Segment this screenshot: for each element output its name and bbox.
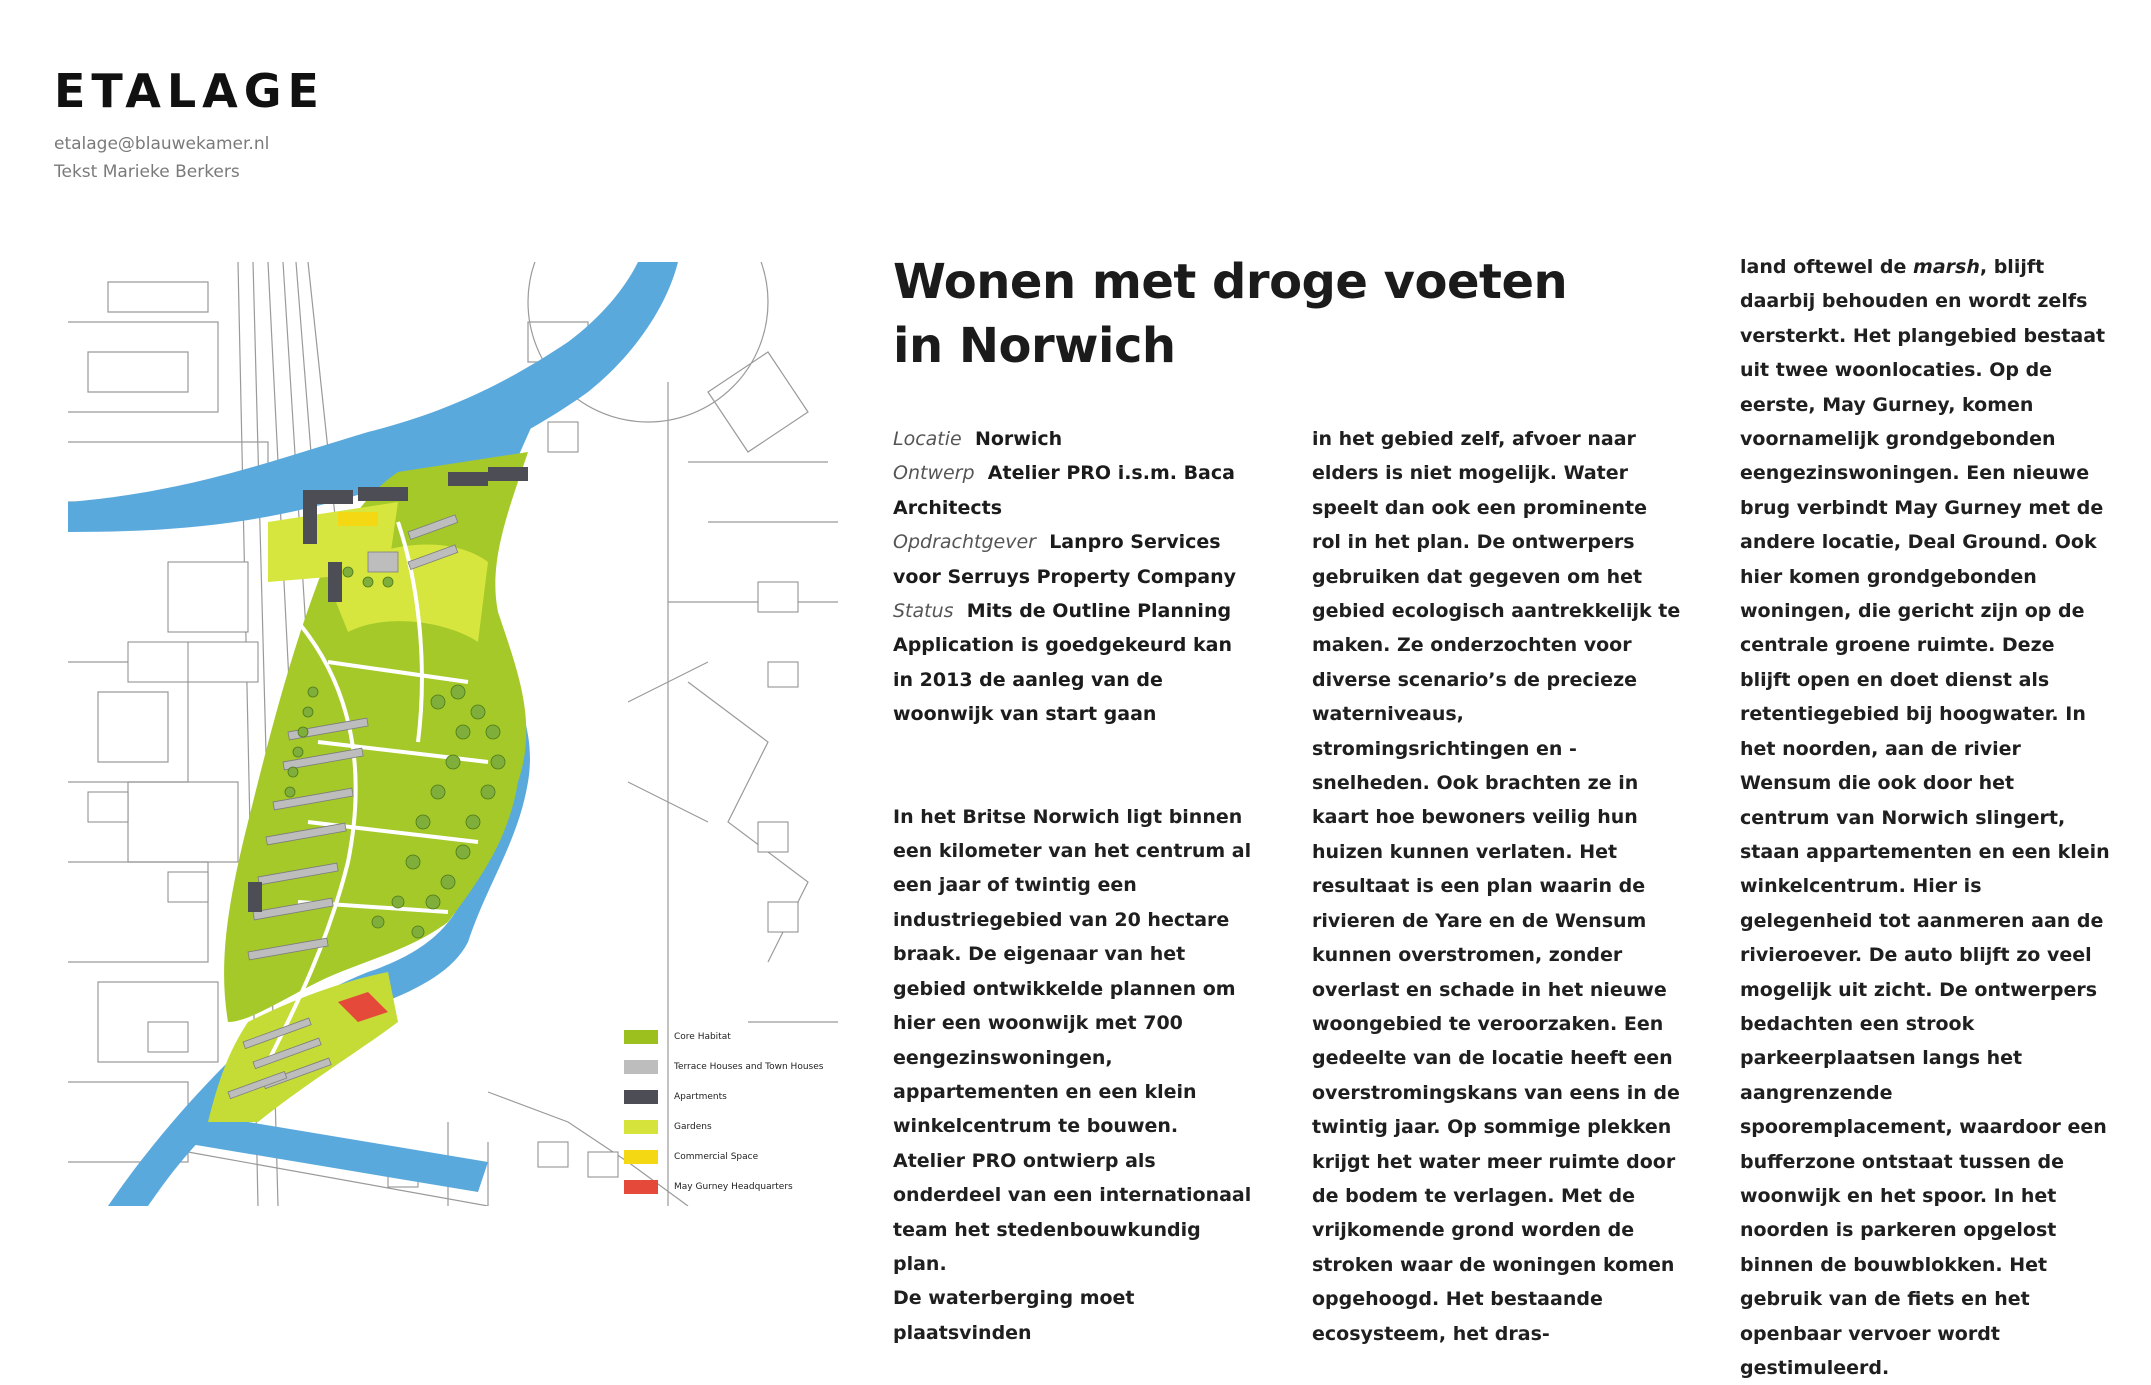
legend-item <box>624 1052 834 1082</box>
meta-value: Lanpro Services voor Serruys Property Company <box>893 531 1237 588</box>
legend-label: Apartments <box>674 1092 727 1102</box>
contact-email[interactable]: etalage@blauwekamer.nl <box>54 134 270 154</box>
legend-swatch <box>624 1060 658 1074</box>
article-headline: Wonen met droge voeten in Norwich <box>893 254 1568 374</box>
meta-client <box>893 525 1253 594</box>
contact-block <box>54 130 269 186</box>
body-paragraph: In het Britse Norwich ligt binnen een kilometer van het centrum al een jaar of twintig een industriegebied van 20 hectare braak. De eigenaar van het gebied ontwikkelde plannen om hier een woonwijk met 700 eengezinswoningen, appartementen en een klein winkelcentrum te bouwen. Atelier PRO ontwierp als onderdeel van een internationaal team het stedenbouwkundig plan. <box>893 805 1252 1275</box>
author-credit: Tekst Marieke Berkers <box>54 162 240 182</box>
legend-label: May Gurney Headquarters <box>674 1182 793 1192</box>
body-paragraph <box>1740 250 2110 1385</box>
body-text: , blijft daarbij behouden en wordt zelfs versterkt. Het plangebied bestaat uit twee woonlocaties. Op de eerste, May Gurney, komen voornamelijk grondgebonden eengezinswoningen. Een nieuwe brug verbindt May Gurney met de andere locatie, Deal Ground. Ook hier komen grondgebonden woningen, die gericht zijn op de centrale groene ruimte. Deze blijft open en doet dienst als retentiegebied bij hoogwater. In het noorden, aan de rivier Wensum die ook door het centrum van Norwich slingert, staan appartementen en een klein winkelcentrum. Hier is gelegenheid tot aanmeren aan de rivieroever. De auto blijft zo veel mogelijk uit zicht. De ontwerpers bedachten een strook parkeerplaatsen langs het aangrenzende spooremplacement, waardoor een bufferzone ontstaat tussen de woonwijk en het spoor. In het noorden is parkeren opgelost binnen de bouwblokken. Het gebruik van de fiets en het openbaar vervoer wordt gestimuleerd. <box>1740 256 2110 1379</box>
meta-key: Ontwerp <box>893 462 975 485</box>
spacer <box>893 732 1253 800</box>
emphasis-text: marsh <box>1913 256 1980 278</box>
body-paragraph: in het gebied zelf, afvoer naar elders is niet mogelijk. Water speelt dan ook een prominente rol in het plan. De ontwerpers gebruiken dat gegeven om het gebied ecologisch aantrekkelijk te maken. Ze onderzochten voor diverse scenario’s de precieze waterniveaus, stromingsrichtingen en -snelheden. Ook brachten ze in kaart hoe bewoners veilig hun huizen kunnen verlaten. Het resultaat is een plan waarin de rivieren de Yare en de Wensum kunnen overstromen, zonder overlast en schade in het nieuwe woongebied te veroorzaken. Een gedeelte van de locatie heeft een overstromingskans van eens in de twintig jaar. Op sommige plekken krijgt het water meer ruimte door de bodem te verlagen. Met de vrijkomende grond worden de stroken waar de woningen komen opgehoogd. Het bestaande ecosysteem, het dras- <box>1312 428 1681 1345</box>
commercial-block <box>338 512 378 526</box>
meta-status <box>893 594 1253 732</box>
site-plan-map <box>68 262 838 1206</box>
legend-item <box>624 1022 834 1052</box>
article-column-1 <box>893 422 1253 1350</box>
legend-label: Commercial Space <box>674 1152 759 1162</box>
legend-item <box>624 1112 834 1142</box>
legend-swatch <box>624 1030 658 1044</box>
body-paragraph: De waterberging moet plaatsvinden <box>893 1287 1135 1344</box>
legend-label: Terrace Houses and Town Houses <box>674 1062 824 1072</box>
legend-swatch <box>624 1150 658 1164</box>
legend-item <box>624 1142 834 1172</box>
article-column-3 <box>1740 250 2110 1385</box>
legend-label: Gardens <box>674 1122 712 1132</box>
article-column-2 <box>1312 422 1682 1351</box>
legend-item <box>624 1172 834 1202</box>
meta-key: Locatie <box>893 428 962 450</box>
section-title: ETALAGE <box>54 64 325 118</box>
legend-swatch <box>624 1120 658 1134</box>
meta-key: Status <box>893 600 954 623</box>
meta-location <box>893 422 1253 456</box>
meta-design <box>893 456 1253 525</box>
meta-key: Opdrachtgever <box>893 531 1036 554</box>
legend-swatch <box>624 1180 658 1194</box>
body-text: land oftewel de <box>1740 256 1914 278</box>
meta-value: Norwich <box>974 428 1063 450</box>
legend-swatch <box>624 1090 658 1104</box>
map-legend <box>624 1022 834 1202</box>
legend-item <box>624 1082 834 1112</box>
meta-value: Mits de Outline Planning Application is goedgekeurd kan in 2013 de aanleg van de woonwijk van start gaan <box>893 600 1232 726</box>
legend-label: Core Habitat <box>674 1032 731 1042</box>
meta-value: Atelier PRO i.s.m. Baca Architects <box>893 462 1235 519</box>
